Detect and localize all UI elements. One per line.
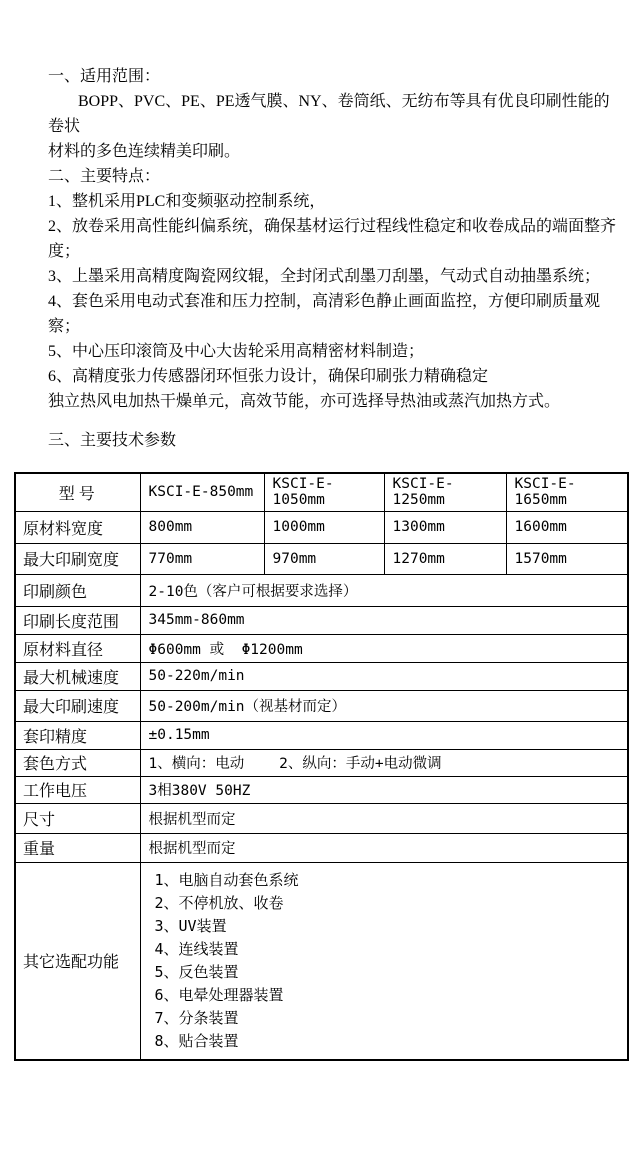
feature-item-4: 4、套色采用电动式套准和压力控制，高清彩色静止画面监控，方便印刷质量观察； <box>48 293 601 335</box>
row-label-cell: 工作电压 <box>15 776 140 803</box>
row-value-cell: 2-10色（客户可根据要求选择） <box>140 574 628 606</box>
option-item-5: 5、反色装置 <box>154 962 239 981</box>
feature-item-5: 5、中心压印滚筒及中心大齿轮采用高精密材料制造； <box>48 343 425 360</box>
section3-heading: 三、主要技术参数 <box>48 432 177 449</box>
row-label-cell: 尺寸 <box>15 803 140 833</box>
row-value-cell: 根据机型而定 <box>140 803 628 833</box>
option-item-8: 8、贴合装置 <box>154 1031 239 1050</box>
row-value-cell: 1570mm <box>506 543 628 574</box>
feature-item-6: 6、高精度张力传感器闭环恒张力设计，确保印刷张力精确稳定 <box>48 368 489 385</box>
row-label-cell: 原材料宽度 <box>15 511 140 543</box>
table-row <box>15 606 628 634</box>
row-label-cell: 重量 <box>15 833 140 862</box>
table-row <box>15 690 628 721</box>
section1-paragraph-line1: BOPP、PVC、PE、PE透气膜、NY、卷筒纸、无纺布等具有优良印刷性能的卷状 <box>48 93 610 135</box>
row-label-cell: 最大印刷速度 <box>15 690 140 721</box>
header-model-cell: KSCI-E-1050mm <box>264 473 384 511</box>
feature-item-3: 3、上墨采用高精度陶瓷网纹辊，全封闭式刮墨刀刮墨，气动式自动抽墨系统； <box>48 268 601 285</box>
header-model-cell: KSCI-E-1650mm <box>506 473 628 511</box>
row-value-cell: 50-200m/min（视基材而定） <box>140 690 628 721</box>
option-item-6: 6、电晕处理器装置 <box>154 985 284 1004</box>
table-row <box>15 511 628 543</box>
document-body <box>0 0 640 453</box>
row-value-cell: 800mm <box>140 511 264 543</box>
row-value-cell: 1270mm <box>384 543 506 574</box>
table-row <box>15 749 628 776</box>
table-row <box>15 662 628 690</box>
option-item-1: 1、电脑自动套色系统 <box>154 870 299 889</box>
table-row <box>15 574 628 606</box>
table-row <box>15 634 628 662</box>
row-value-cell: 3相380V 50HZ <box>140 776 628 803</box>
table-row <box>15 721 628 749</box>
row-value-cell: 1300mm <box>384 511 506 543</box>
row-label-cell: 套色方式 <box>15 749 140 776</box>
option-item-4: 4、连线装置 <box>154 939 239 958</box>
row-label-cell: 原材料直径 <box>15 634 140 662</box>
row-value-cell: 1000mm <box>264 511 384 543</box>
section1-paragraph-line2: 材料的多色连续精美印刷。 <box>48 143 241 160</box>
table-row <box>15 543 628 574</box>
row-value-cell: ±0.15mm <box>140 721 628 749</box>
section2-heading: 二、主要特点： <box>48 168 161 185</box>
header-label-cell: 型 号 <box>15 473 140 511</box>
row-label-cell: 其它选配功能 <box>15 862 140 1060</box>
table-row <box>15 833 628 862</box>
row-value-cell: 345mm-860mm <box>140 606 628 634</box>
row-label-cell: 最大印刷宽度 <box>15 543 140 574</box>
row-value-cell: 970mm <box>264 543 384 574</box>
row-value-cell: 1、横向：电动 2、纵向：手动+电动微调 <box>140 749 628 776</box>
spec-table <box>14 472 629 1061</box>
header-model-cell: KSCI-E-1250mm <box>384 473 506 511</box>
row-value-cell: 根据机型而定 <box>140 833 628 862</box>
option-item-7: 7、分条装置 <box>154 1008 239 1027</box>
option-item-3: 3、UV装置 <box>154 916 227 935</box>
header-model-cell: KSCI-E-850mm <box>140 473 264 511</box>
row-value-cell: 1600mm <box>506 511 628 543</box>
feature-item-2: 2、放卷采用高性能纠偏系统，确保基材运行过程线性稳定和收卷成品的端面整齐度； <box>48 218 617 260</box>
row-label-cell: 印刷颜色 <box>15 574 140 606</box>
options-list-cell <box>140 862 628 1060</box>
row-label-cell: 套印精度 <box>15 721 140 749</box>
table-row <box>15 776 628 803</box>
row-value-cell: Φ600mm 或 Φ1200mm <box>140 634 628 662</box>
row-value-cell: 50-220m/min <box>140 662 628 690</box>
section1-heading: 一、适用范围： <box>48 68 161 85</box>
table-row-options <box>15 862 628 1060</box>
table-header-row <box>15 473 628 511</box>
option-item-2: 2、不停机放、收卷 <box>154 893 284 912</box>
feature-item-1: 1、整机采用PLC和变频驱动控制系统， <box>48 193 326 210</box>
row-label-cell: 印刷长度范围 <box>15 606 140 634</box>
table-row <box>15 803 628 833</box>
row-label-cell: 最大机械速度 <box>15 662 140 690</box>
feature-item-7: 独立热风电加热干燥单元，高效节能，亦可选择导热油或蒸汽加热方式。 <box>48 393 561 410</box>
row-value-cell: 770mm <box>140 543 264 574</box>
